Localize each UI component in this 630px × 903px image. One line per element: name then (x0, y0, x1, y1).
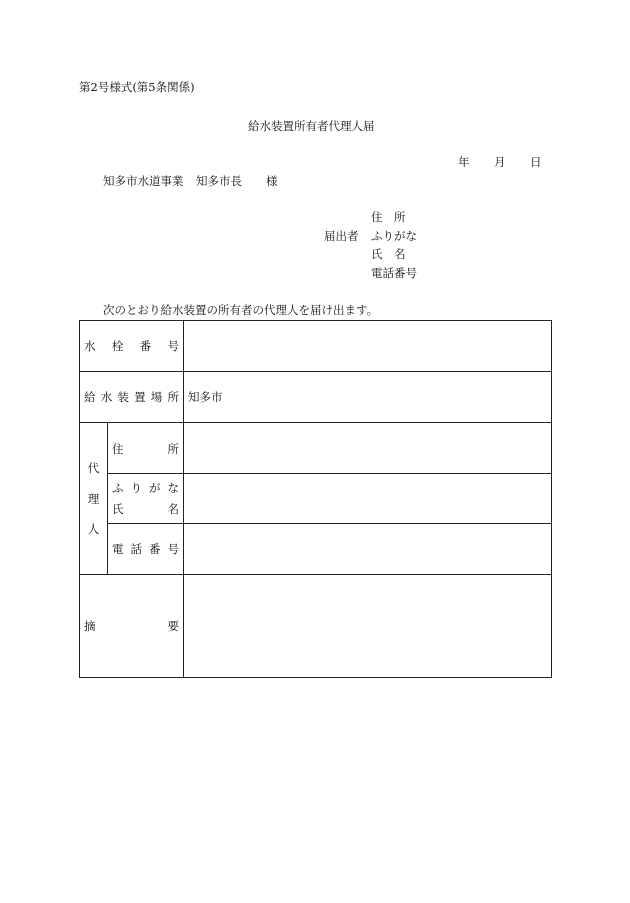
date-year: 年 (458, 155, 470, 169)
faucet-number-field[interactable] (184, 321, 552, 372)
date-month: 月 (494, 155, 506, 169)
intro-text: 次のとおり給水装置の所有者の代理人を届け出ます。 (103, 303, 379, 317)
install-location-field[interactable] (184, 372, 552, 423)
date-day: 日 (530, 155, 542, 169)
notifier-furigana-label: ふりがな (371, 229, 417, 243)
notifier-address-label: 住 所 (371, 210, 406, 224)
agent-phone-label: 電 話 番 号 (108, 524, 184, 575)
agent-address-field[interactable] (184, 423, 552, 474)
notifier-phone-label: 電話番号 (371, 266, 417, 280)
agent-furigana-name-label: ふ り が な 氏 名 (108, 474, 184, 524)
agent-name-field[interactable] (184, 474, 552, 524)
addressee-org: 知多市水道事業 (103, 174, 184, 188)
notification-form-table (79, 320, 552, 678)
remarks-field[interactable] (184, 575, 552, 678)
install-location-label: 給 水 装 置 場 所 (80, 372, 184, 423)
remarks-label: 摘 要 (80, 575, 184, 678)
agent-label: 代 理 人 (80, 423, 108, 575)
agent-address-label: 住 所 (108, 423, 184, 474)
agent-phone-field[interactable] (184, 524, 552, 575)
document-title: 給水装置所有者代理人届 (248, 119, 375, 133)
notifier-name-label: 氏 名 (371, 247, 406, 261)
addressee-head: 知多市長 (196, 174, 242, 188)
install-location-value: 知多市 (188, 390, 223, 404)
faucet-number-label: 水 栓 番 号 (80, 321, 184, 372)
addressee-honorific: 様 (266, 174, 278, 188)
notifier-label: 届出者 (324, 229, 359, 243)
form-number: 第2号様式(第5条関係) (79, 80, 195, 94)
